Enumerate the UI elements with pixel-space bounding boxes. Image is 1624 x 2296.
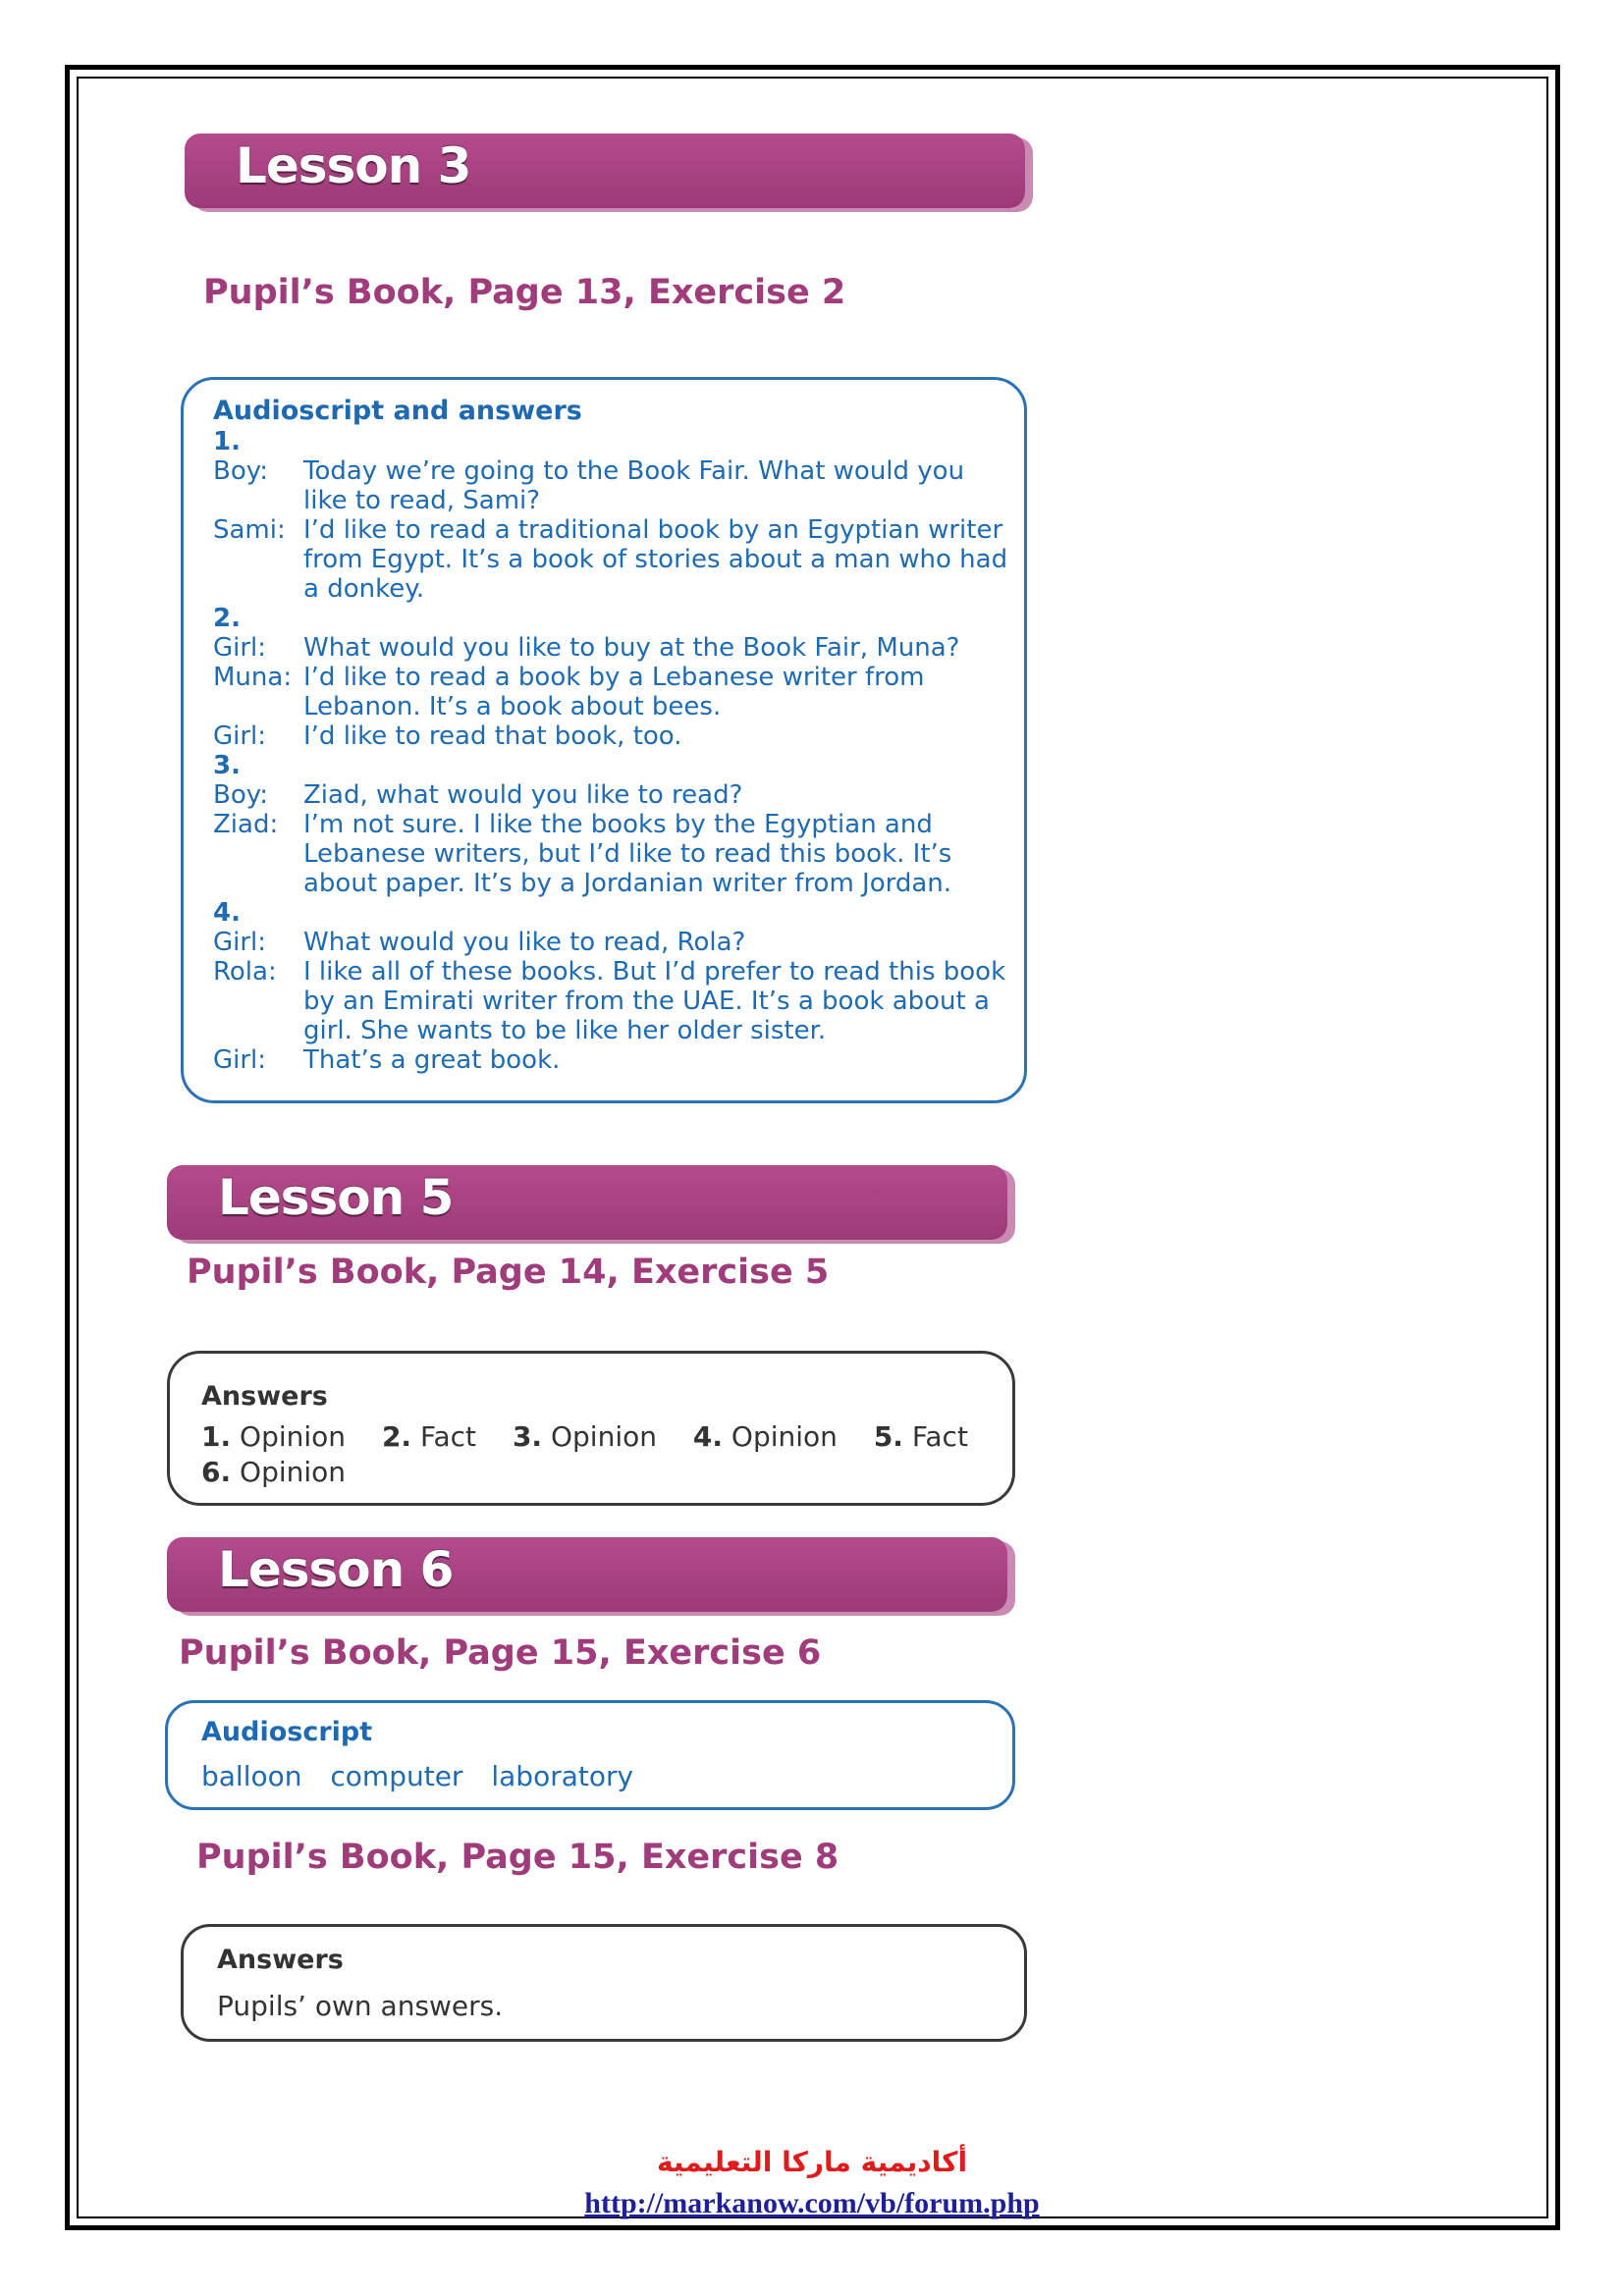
lesson-6-audioscript-box <box>165 1700 1015 1810</box>
answer-value: Opinion <box>731 1420 838 1453</box>
answers-row <box>201 1420 996 1453</box>
lesson-5-banner <box>167 1165 1007 1240</box>
audioscript-word: laboratory <box>491 1760 634 1792</box>
dialogue-line <box>213 957 1010 1045</box>
lesson-3-title: Lesson 3 <box>236 137 471 194</box>
lesson-5-exercise-title: Pupil’s Book, Page 14, Exercise 5 <box>187 1253 830 1292</box>
item-number: 2. <box>213 604 241 633</box>
speaker: Girl: <box>213 633 267 663</box>
answers-heading: Answers <box>217 1945 344 1975</box>
utterance: Ziad, what would you like to read? <box>303 780 743 810</box>
audioscript-word: balloon <box>201 1760 302 1792</box>
lesson-3-exercise-title: Pupil’s Book, Page 13, Exercise 2 <box>203 273 846 312</box>
lesson-3-audioscript-box <box>181 377 1027 1103</box>
speaker: Girl: <box>213 1045 267 1075</box>
audioscript-words <box>201 1760 633 1792</box>
utterance: I’m not sure. I like the books by the Egyptian and Lebanese writers, but I’d like to read this book. It’s about paper. It’s by a Jordanian writer from Jordan. <box>303 810 952 898</box>
speaker: Boy: <box>213 456 268 486</box>
lesson-3-audioscript <box>213 396 1010 1075</box>
speaker: Girl: <box>213 928 267 957</box>
answer-number: 3. <box>512 1420 543 1453</box>
utterance: I’d like to read a book by a Lebanese writer from Lebanon. It’s a book about bees. <box>303 663 925 721</box>
footer-academy-name: أكاديمية ماركا التعليمية <box>656 2146 968 2178</box>
answers-heading: Answers <box>201 1381 328 1412</box>
lesson-5-title: Lesson 5 <box>218 1169 454 1226</box>
answer-item <box>201 1420 346 1453</box>
speaker: Girl: <box>213 721 267 751</box>
answers-text: Pupils’ own answers. <box>217 1990 504 2022</box>
utterance: I’d like to read that book, too. <box>303 721 682 751</box>
speaker: Sami: <box>213 515 286 545</box>
answer-item <box>874 1420 968 1453</box>
dialogue-line <box>213 663 1010 721</box>
dialogue-line <box>213 721 1010 751</box>
item-number: 3. <box>213 751 241 780</box>
answer-item <box>693 1420 838 1453</box>
answer-value: Opinion <box>240 1456 347 1488</box>
answer-number: 1. <box>201 1420 232 1453</box>
answer-number: 6. <box>201 1456 232 1488</box>
lesson-6-answers-box <box>181 1924 1027 2042</box>
lesson-6-banner <box>167 1537 1007 1612</box>
answer-number: 5. <box>873 1420 903 1453</box>
audioscript-heading: Audioscript <box>201 1717 373 1747</box>
dialogue-line <box>213 633 1010 663</box>
dialogue-line <box>213 456 1010 515</box>
speaker: Boy: <box>213 780 268 810</box>
dialogue-line <box>213 780 1010 810</box>
answer-number: 4. <box>692 1420 724 1453</box>
speaker: Muna: <box>213 663 293 692</box>
item-number: 1. <box>213 427 241 456</box>
speaker: Ziad: <box>213 810 279 839</box>
speaker: Rola: <box>213 957 277 987</box>
audioscript-word: computer <box>330 1760 463 1792</box>
answer-value: Opinion <box>240 1420 347 1453</box>
answer-item <box>201 1456 346 1488</box>
audioscript-heading: Audioscript and answers <box>213 396 582 426</box>
utterance: What would you like to read, Rola? <box>303 928 746 957</box>
answer-value: Opinion <box>550 1420 657 1453</box>
lesson-5-answers-box <box>167 1351 1015 1506</box>
item-number: 4. <box>213 898 241 928</box>
answer-number: 2. <box>381 1420 412 1453</box>
lesson-6-title: Lesson 6 <box>218 1541 454 1598</box>
answer-item <box>513 1420 657 1453</box>
utterance: What would you like to buy at the Book Fair, Muna? <box>303 633 960 663</box>
dialogue-line <box>213 515 1010 604</box>
utterance: I’d like to read a traditional book by an Egyptian writer from Egypt. It’s a book of stories about a man who had a donkey. <box>303 515 1008 604</box>
dialogue-line <box>213 810 1010 898</box>
answer-item <box>382 1420 476 1453</box>
answers-row <box>201 1456 373 1488</box>
lesson-6-exercise-8-title: Pupil’s Book, Page 15, Exercise 8 <box>196 1838 839 1877</box>
dialogue-line <box>213 928 1010 957</box>
utterance: I like all of these books. But I’d prefer to read this book by an Emirati writer from the UAE. It’s a book about a girl. She wants to be like her older sister. <box>303 957 1006 1045</box>
dialogue-line <box>213 1045 1010 1075</box>
footer-link[interactable]: http://markanow.com/vb/forum.php <box>584 2187 1040 2219</box>
utterance: That’s a great book. <box>303 1045 561 1075</box>
lesson-3-banner <box>185 133 1025 208</box>
answer-value: Fact <box>911 1420 968 1453</box>
lesson-6-exercise-6-title: Pupil’s Book, Page 15, Exercise 6 <box>179 1633 822 1673</box>
utterance: Today we’re going to the Book Fair. What would you like to read, Sami? <box>303 456 965 515</box>
answer-value: Fact <box>419 1420 477 1453</box>
